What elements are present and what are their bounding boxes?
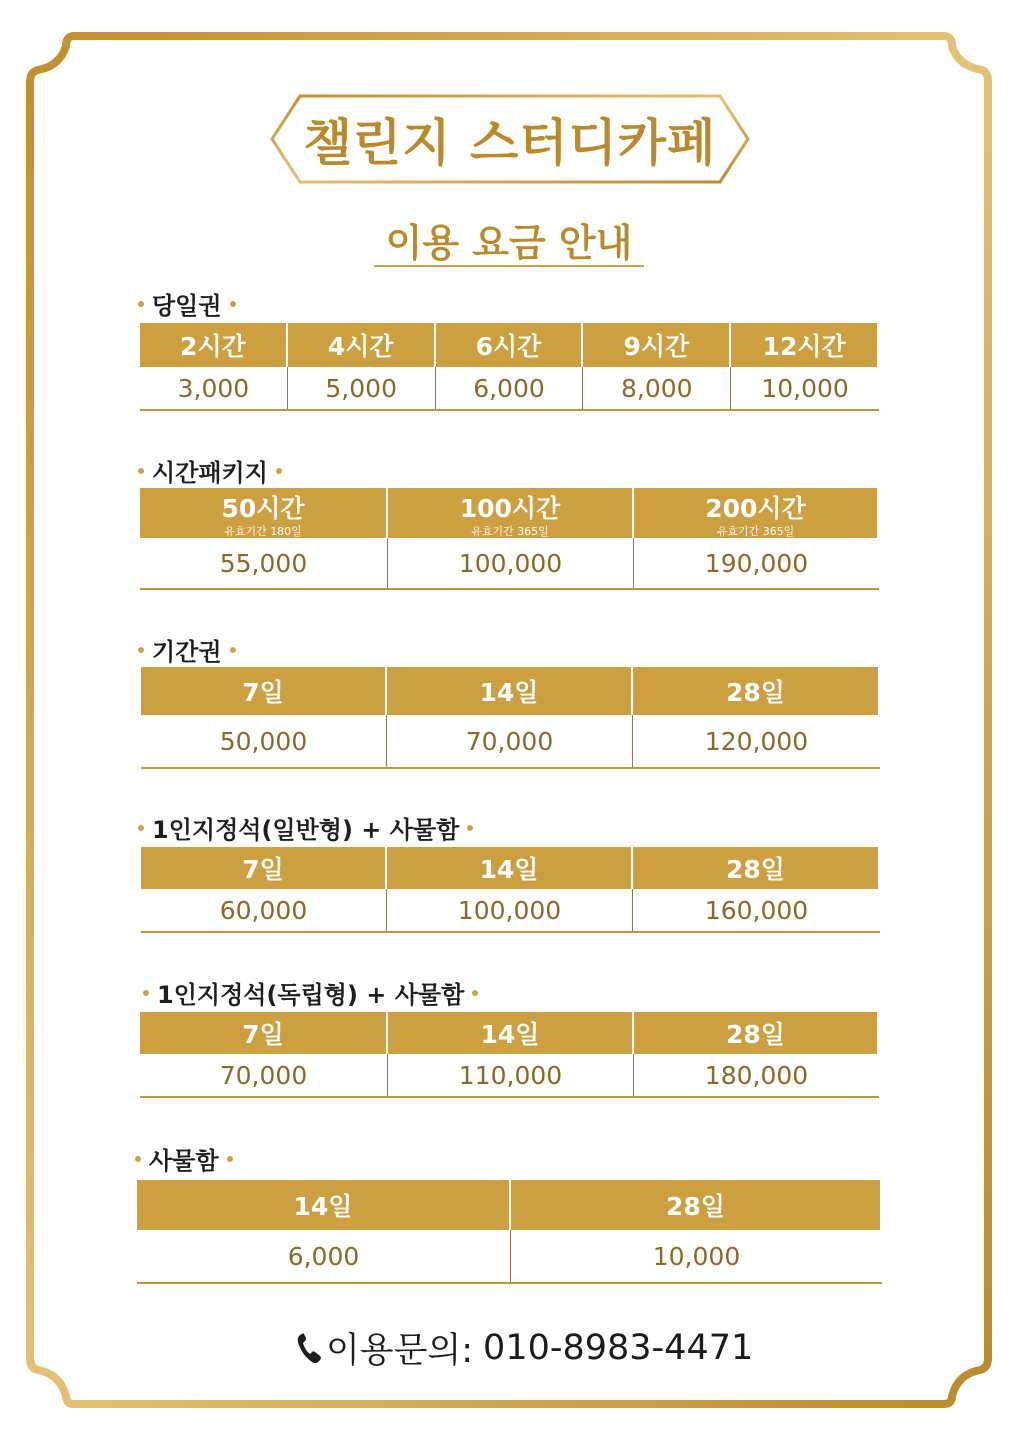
- price-cell: 5,000: [288, 367, 436, 409]
- bullet-dot: [135, 1156, 141, 1162]
- section-label-daily: 당일권: [130, 286, 244, 321]
- bullet-dot: [227, 1156, 233, 1162]
- price-cell: 6,000: [137, 1230, 511, 1282]
- bullet-dot: [276, 468, 282, 474]
- price-cell: 110,000: [388, 1054, 634, 1096]
- price-table-fixed-seat-standard: [141, 847, 880, 933]
- price-table-time-package: [140, 488, 879, 590]
- validity-note: 유효기간 365일: [471, 524, 549, 538]
- section-label-period: 기간권: [130, 632, 244, 667]
- price-table-period: [141, 667, 880, 769]
- price-cell: 70,000: [387, 715, 633, 767]
- table-header-cell: 28일: [633, 847, 880, 889]
- bullet-dot: [472, 990, 478, 996]
- price-cell: 50,000: [141, 715, 387, 767]
- price-cell: 3,000: [140, 367, 288, 409]
- price-cell: 6,000: [436, 367, 584, 409]
- table-header-cell: 200시간 유효기간 365일: [634, 488, 879, 538]
- table-header-cell: 7일: [141, 847, 387, 889]
- section-label-fixed-seat-private: 1인지정석(독립형) + 사물함: [135, 975, 486, 1010]
- price-cell: 60,000: [141, 889, 387, 931]
- bullet-dot: [467, 825, 473, 831]
- contact-label: 이용문의:: [326, 1331, 474, 1371]
- table-header-cell: 28일: [634, 1012, 879, 1054]
- section-label-fixed-seat-standard: 1인지정석(일반형) + 사물함: [130, 810, 481, 845]
- price-cell: 55,000: [140, 538, 388, 588]
- price-cell: 70,000: [140, 1054, 388, 1096]
- bullet-dot: [143, 990, 149, 996]
- price-cell: 10,000: [761, 373, 849, 403]
- price-cell: 8,000: [583, 367, 731, 409]
- price-cell: 100,000: [388, 538, 634, 588]
- validity-note: 유효기간 180일: [224, 524, 302, 538]
- table-header-cell: 6시간: [436, 323, 584, 367]
- page-title: 챌린지 스터디카페: [303, 114, 717, 172]
- phone-icon: [296, 1332, 322, 1364]
- bullet-dot: [138, 647, 144, 653]
- price-table-locker: [137, 1180, 882, 1284]
- table-header-cell: 14일: [388, 1012, 634, 1054]
- contact-phone-number[interactable]: 010-8983-4471: [483, 1328, 754, 1368]
- table-header-cell: 28일: [633, 667, 880, 715]
- price-cell: 10,000: [652, 1241, 741, 1271]
- table-header-cell: 9시간: [583, 323, 731, 367]
- contact-info: [296, 1322, 753, 1374]
- price-table-daily: [140, 323, 879, 411]
- table-header-cell: 2시간: [140, 323, 288, 367]
- table-header-cell: 14일: [137, 1180, 511, 1230]
- table-header-cell: 4시간: [288, 323, 436, 367]
- price-cell: 160,000: [704, 895, 809, 925]
- section-label-locker: 사물함: [127, 1141, 241, 1176]
- table-header-cell: 100시간 유효기간 365일: [388, 488, 634, 538]
- page-subtitle: 이용 요금 안내: [374, 213, 644, 267]
- table-header-cell: 12시간: [731, 323, 879, 367]
- price-table-fixed-seat-private: [140, 1012, 879, 1098]
- bullet-dot: [230, 647, 236, 653]
- table-header-cell: 14일: [387, 667, 633, 715]
- table-header-cell: 28일: [511, 1180, 882, 1230]
- price-cell: 190,000: [704, 548, 809, 578]
- price-cell: 100,000: [387, 889, 633, 931]
- section-label-time-package: 시간패키지: [130, 453, 290, 488]
- table-header-cell: 50시간 유효기간 180일: [140, 488, 388, 538]
- table-header-cell: 7일: [140, 1012, 388, 1054]
- validity-note: 유효기간 365일: [716, 524, 795, 538]
- table-header-cell: 14일: [387, 847, 633, 889]
- bullet-dot: [138, 468, 144, 474]
- price-cell: 120,000: [704, 726, 809, 756]
- bullet-dot: [138, 825, 144, 831]
- price-cell: 180,000: [704, 1060, 809, 1090]
- bullet-dot: [230, 301, 236, 307]
- table-header-cell: 7일: [141, 667, 387, 715]
- bullet-dot: [138, 301, 144, 307]
